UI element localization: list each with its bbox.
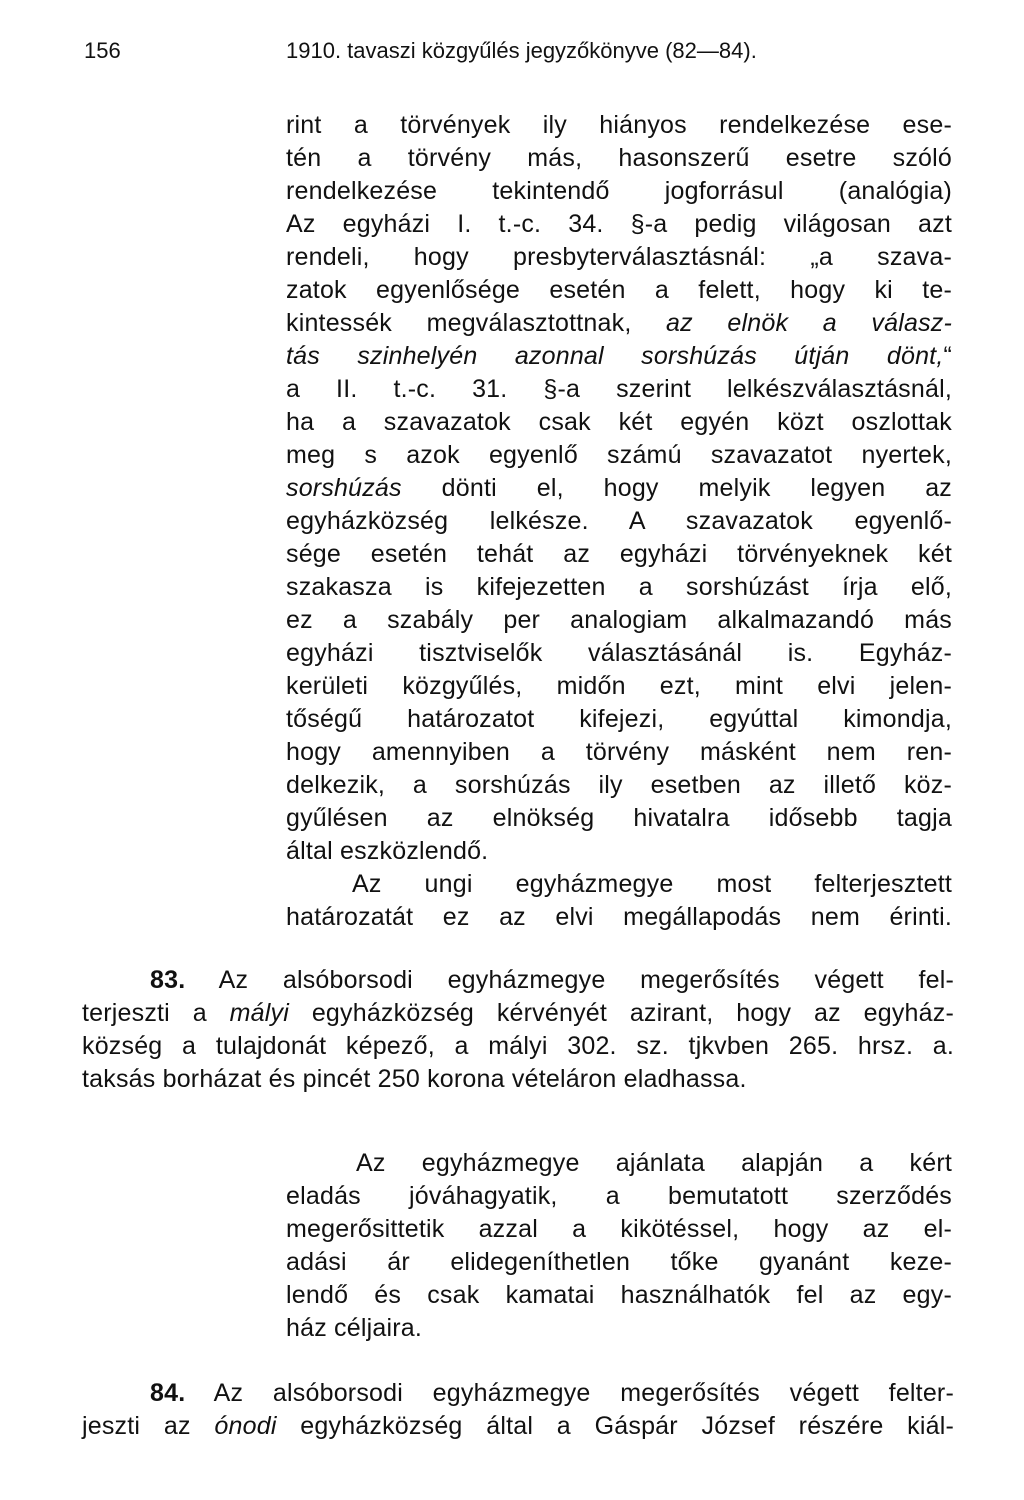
text-line: tén a törvény más, hasonszerű esetre szóló bbox=[286, 144, 952, 172]
text-run: Az alsóborsodi egyházmegye megerősítés végett felter- bbox=[213, 1379, 954, 1407]
text-line: kerületi közgyűlés, midőn ezt, mint elvi jelen- bbox=[286, 672, 952, 700]
text-line: rendeli, hogy presbyterválasztásnál: „a szava- bbox=[286, 243, 952, 271]
text-line: Az ungi egyházmegye most felterjesztett bbox=[352, 870, 952, 898]
text-line bbox=[82, 996, 954, 1030]
text-run: egyházközség által a Gáspár József részére kiál- bbox=[300, 1412, 954, 1440]
text-run: Az alsóborsodi egyházmegye megerősítés végett fel- bbox=[218, 966, 954, 994]
text-line: egyházközség lelkésze. A szavazatok egyenlő- bbox=[286, 507, 952, 535]
text-run: terjeszti a bbox=[82, 999, 207, 1027]
text-line: tőségű határozatot kifejezi, egyúttal kimondja, bbox=[286, 705, 952, 733]
text-line bbox=[286, 306, 952, 340]
text-line bbox=[150, 963, 954, 997]
text-line bbox=[286, 339, 952, 373]
closing-quote: “ bbox=[943, 342, 952, 370]
text-line: a II. t.-c. 31. §-a szerint lelkészválasztásnál, bbox=[286, 375, 952, 403]
running-title: 1910. tavaszi közgyűlés jegyzőkönyve (82—84). bbox=[286, 38, 757, 63]
text-line: ha a szavazatok csak két egyén közt oszlottak bbox=[286, 408, 952, 436]
text-run: egyházközség kérvényét azirant, hogy az egyház- bbox=[311, 999, 954, 1027]
text-line: Az egyházmegye ajánlata alapján a kért bbox=[356, 1149, 952, 1177]
text-line bbox=[286, 471, 952, 505]
text-line: rint a törvények ily hiányos rendelkezése ese- bbox=[286, 111, 952, 139]
text-line bbox=[82, 1409, 954, 1443]
italic-run: az elnök a válasz- bbox=[666, 309, 953, 337]
text-line: ez a szabály per analogiam alkalmazandó más bbox=[286, 606, 952, 634]
text-line: hogy amennyiben a törvény másként nem ren- bbox=[286, 738, 952, 766]
text-line: egyházi tisztviselők választásánál is. Egyház- bbox=[286, 639, 952, 667]
italic-run: mályi bbox=[229, 999, 289, 1027]
text-run: kintessék megválasztottnak, bbox=[286, 309, 632, 337]
italic-run: ónodi bbox=[214, 1412, 277, 1440]
text-line: megerősittetik azzal a kikötéssel, hogy az el- bbox=[286, 1215, 952, 1243]
page-number: 156 bbox=[84, 38, 121, 63]
text-line: lendő és csak kamatai használhatók fel az egy- bbox=[286, 1281, 952, 1309]
italic-run: sorshúzás bbox=[286, 474, 402, 502]
text-line: rendelkezése tekintendő jogforrásul (analógia) bbox=[286, 177, 952, 205]
text-line: határozatát ez az elvi megállapodás nem érinti. bbox=[286, 903, 952, 931]
text-line: taksás borházat és pincét 250 korona vételáron eladhassa. bbox=[82, 1065, 747, 1093]
italic-run: tás szinhelyén azonnal sorshúzás útján dönt, bbox=[286, 342, 944, 370]
text-line: ház céljaira. bbox=[286, 1314, 422, 1342]
text-line: adási ár elidegeníthetlen tőke gyanánt keze- bbox=[286, 1248, 952, 1276]
text-line bbox=[150, 1376, 954, 1410]
text-run: dönti el, hogy melyik legyen az bbox=[441, 474, 952, 502]
text-line: szakasza is kifejezetten a sorshúzást írja elő, bbox=[286, 573, 952, 601]
text-line: eladás jóváhagyatik, a bemutatott szerződés bbox=[286, 1182, 952, 1210]
text-line: zatok egyenlősége esetén a felett, hogy ki te- bbox=[286, 276, 952, 304]
text-line: által eszközlendő. bbox=[286, 837, 489, 865]
text-line: Az egyházi I. t.-c. 34. §-a pedig világosan azt bbox=[286, 210, 952, 238]
item-number: 83. bbox=[150, 966, 186, 994]
item-number: 84. bbox=[150, 1379, 186, 1407]
text-line: delkezik, a sorshúzás ily esetben az illető köz- bbox=[286, 771, 952, 799]
text-run: jeszti az bbox=[82, 1412, 191, 1440]
text-line: gyűlésen az elnökség hivatalra idősebb tagja bbox=[286, 804, 952, 832]
text-line: meg s azok egyenlő számú szavazatot nyertek, bbox=[286, 441, 952, 469]
text-line: község a tulajdonát képező, a mályi 302. sz. tjkvben 265. hrsz. a. bbox=[82, 1032, 954, 1060]
text-line: sége esetén tehát az egyházi törvényeknek két bbox=[286, 540, 952, 568]
